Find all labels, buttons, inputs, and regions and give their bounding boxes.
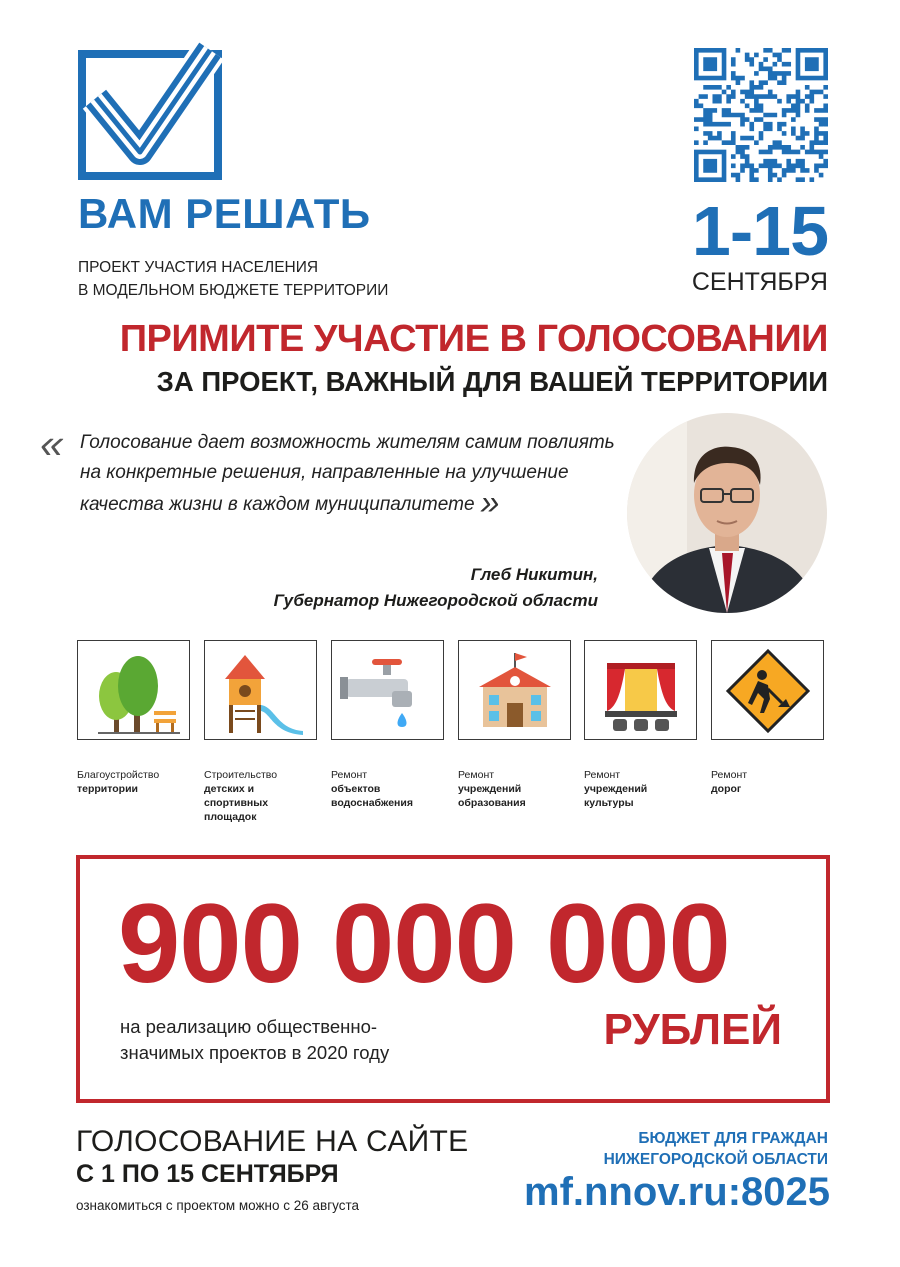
governor-portrait xyxy=(627,413,827,613)
playground-icon xyxy=(205,641,316,739)
qr-code-icon xyxy=(694,48,828,182)
checkmark-logo-icon xyxy=(78,40,228,180)
subtitle-line-1: ПРОЕКТ УЧАСТИЯ НАСЕЛЕНИЯ xyxy=(78,259,319,276)
author-name: Глеб Никитин, xyxy=(470,565,598,584)
website-link[interactable]: mf.nnov.ru:8025 xyxy=(524,1170,830,1214)
trees-icon xyxy=(78,641,189,739)
category-card-territory xyxy=(77,640,190,740)
quote-author xyxy=(274,562,598,614)
brand-subtitle xyxy=(78,256,388,302)
portrait-photo-icon xyxy=(627,413,827,613)
school-icon xyxy=(459,641,570,739)
logo xyxy=(78,40,228,180)
theater-icon xyxy=(585,641,696,739)
category-card-culture xyxy=(584,640,697,740)
category-card-education xyxy=(458,640,571,740)
vote-note: ознакомиться с проектом можно с 26 августа xyxy=(76,1198,360,1213)
road-works-icon xyxy=(712,641,823,739)
date-range: 1-15 xyxy=(691,192,828,270)
category-card-playgrounds xyxy=(204,640,317,740)
water-tap-icon xyxy=(332,641,443,739)
headline-primary: ПРИМИТЕ УЧАСТИЕ В ГОЛОСОВАНИИ xyxy=(119,318,828,360)
vote-site-heading: ГОЛОСОВАНИЕ НА САЙТЕ xyxy=(76,1125,469,1158)
category-label-territory: Благоустройство территории xyxy=(77,769,160,795)
budget-description: на реализацию общественно- значимых проектов в 2020 году xyxy=(120,1016,390,1063)
author-title: Губернатор Нижегородской области xyxy=(273,591,598,610)
category-label-water: Ремонт объектов водоснабжения xyxy=(331,769,413,809)
quote-block xyxy=(80,428,620,520)
category-label-culture: Ремонт учреждений культуры xyxy=(584,769,648,809)
category-label-education: Ремонт учреждений образования xyxy=(458,769,526,809)
date-month: СЕНТЯБРЯ xyxy=(691,268,828,296)
subtitle-line-2: В МОДЕЛЬНОМ БЮДЖЕТЕ ТЕРРИТОРИИ xyxy=(78,282,389,299)
category-label-roads: Ремонт дорог xyxy=(711,769,748,795)
quote-open-mark: « xyxy=(40,420,64,467)
vote-dates: С 1 ПО 15 СЕНТЯБРЯ xyxy=(76,1160,339,1188)
qr-code[interactable] xyxy=(694,48,828,182)
quote-close-mark: » xyxy=(480,484,500,522)
quote-text: Голосование дает возможность жителям самим повлиять на конкретные решения, направленные на улучшение качества жизни в каждом муниципалитете xyxy=(80,432,615,515)
budget-currency: РУБЛЕЙ xyxy=(603,1005,782,1054)
category-label-playgrounds: Строительство детских и спортивных площадок xyxy=(204,769,278,823)
category-card-water xyxy=(331,640,444,740)
budget-for-citizens: БЮДЖЕТ ДЛЯ ГРАЖДАН НИЖЕГОРОДСКОЙ ОБЛАСТИ xyxy=(603,1130,828,1168)
brand-name: ВАМ РЕШАТЬ xyxy=(78,190,371,237)
category-card-roads xyxy=(711,640,824,740)
budget-amount: 900 000 000 xyxy=(118,881,730,1006)
headline-secondary: ЗА ПРОЕКТ, ВАЖНЫЙ ДЛЯ ВАШЕЙ ТЕРРИТОРИИ xyxy=(156,366,828,397)
